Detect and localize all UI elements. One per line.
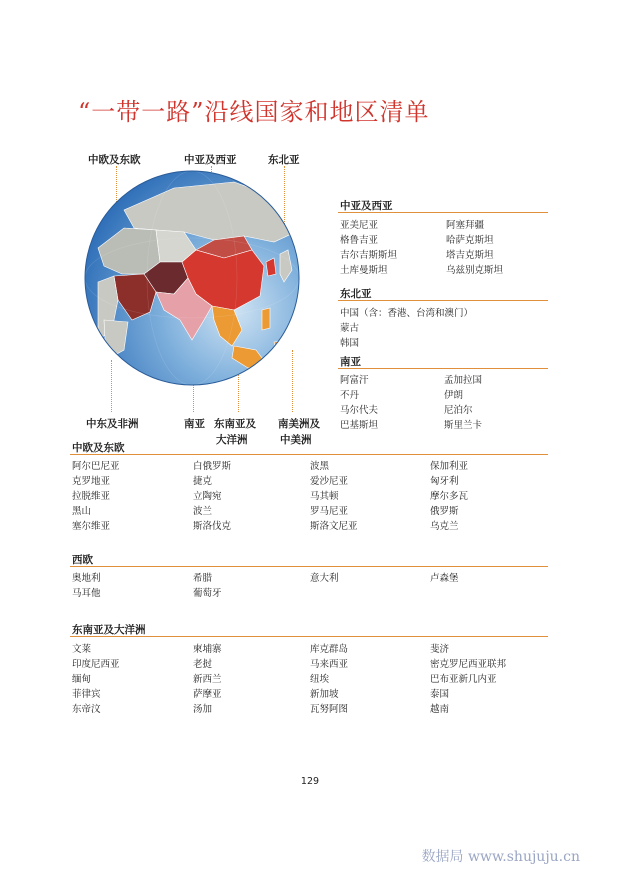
list-item: 乌克兰 [430, 521, 459, 532]
list-item: 捷克 [193, 476, 213, 487]
page-number: 129 [300, 776, 320, 787]
land-philippines [262, 308, 270, 330]
list-item: 马来西亚 [310, 659, 349, 670]
list-item: 阿尔巴尼亚 [72, 461, 120, 472]
list-item: 瓦努阿图 [310, 704, 349, 715]
section-rule [338, 368, 548, 369]
list-item: 马尔代夫 [340, 405, 379, 416]
list-item: 希腊 [193, 573, 213, 584]
list-item: 柬埔寨 [193, 644, 222, 655]
list-item: 不丹 [340, 390, 360, 401]
section-title-south-asia: 南亚 [340, 356, 361, 368]
label-middle-east-africa: 中东及非洲 [86, 418, 139, 430]
section-title-southeast-asia-oceania: 东南亚及大洋洲 [72, 624, 146, 636]
label-central-east-europe: 中欧及东欧 [88, 154, 141, 166]
section-rule [338, 300, 548, 301]
list-item: 马其顿 [310, 491, 339, 502]
label-central-west-asia: 中亚及西亚 [184, 154, 237, 166]
list-item: 摩尔多瓦 [430, 491, 469, 502]
list-item: 文莱 [72, 644, 92, 655]
list-item: 新加坡 [310, 689, 339, 700]
list-item: 斯洛伐克 [193, 521, 232, 532]
section-rule [70, 454, 548, 455]
list-item: 波兰 [193, 506, 213, 517]
list-item: 伊朗 [444, 390, 464, 401]
label-south-america-l1: 南美洲及 [278, 418, 320, 430]
section-rule [70, 636, 548, 637]
list-item: 汤加 [193, 704, 213, 715]
list-item: 孟加拉国 [444, 375, 483, 386]
list-item: 密克罗尼西亚联邦 [430, 659, 507, 670]
list-item: 白俄罗斯 [193, 461, 232, 472]
list-item: 匈牙利 [430, 476, 459, 487]
list-item: 尼泊尔 [444, 405, 473, 416]
list-item: 黑山 [72, 506, 92, 517]
list-item: 立陶宛 [193, 491, 222, 502]
label-south-asia: 南亚 [184, 418, 205, 430]
list-item: 库克群岛 [310, 644, 349, 655]
list-item: 巴布亚新几内亚 [430, 674, 497, 685]
section-title-central-west-asia: 中亚及西亚 [340, 200, 393, 212]
list-item: 蒙古 [340, 323, 360, 334]
section-title-northeast-asia: 东北亚 [340, 288, 372, 300]
label-southeast-asia-l1: 东南亚及 [214, 418, 256, 430]
list-item: 纽埃 [310, 674, 330, 685]
label-northeast-asia: 东北亚 [268, 154, 300, 166]
list-item: 亚美尼亚 [340, 220, 379, 231]
list-item: 斯洛文尼亚 [310, 521, 358, 532]
label-southeast-asia-l2: 大洋洲 [216, 434, 248, 446]
list-item: 萨摩亚 [193, 689, 222, 700]
list-item: 塔吉克斯坦 [446, 250, 494, 261]
list-item: 泰国 [430, 689, 450, 700]
section-rule [338, 212, 548, 213]
list-item: 保加利亚 [430, 461, 469, 472]
list-item: 斯里兰卡 [444, 420, 483, 431]
list-item: 意大利 [310, 573, 339, 584]
list-item: 越南 [430, 704, 450, 715]
watermark: 数据局 www.shujuju.cn [421, 849, 580, 865]
list-item: 土库曼斯坦 [340, 265, 388, 276]
list-item: 阿塞拜疆 [446, 220, 485, 231]
list-item: 拉脱维亚 [72, 491, 111, 502]
list-item: 韩国 [340, 338, 360, 349]
list-item: 俄罗斯 [430, 506, 459, 517]
list-item: 克罗地亚 [72, 476, 111, 487]
list-item: 阿富汗 [340, 375, 369, 386]
globe-map [84, 170, 300, 386]
list-item: 罗马尼亚 [310, 506, 349, 517]
list-item: 爱沙尼亚 [310, 476, 349, 487]
section-rule [70, 566, 548, 567]
list-item: 老挝 [193, 659, 213, 670]
list-item: 葡萄牙 [193, 588, 222, 599]
list-item: 巴基斯坦 [340, 420, 379, 431]
section-title-central-east-europe: 中欧及东欧 [72, 442, 125, 454]
section-title-west-europe: 西欧 [72, 554, 93, 566]
list-item: 奥地利 [72, 573, 101, 584]
list-item: 波黑 [310, 461, 330, 472]
list-item: 格鲁吉亚 [340, 235, 379, 246]
page-title: “一带一路”沿线国家和地区清单 [78, 98, 430, 126]
list-item: 乌兹别克斯坦 [446, 265, 504, 276]
list-item: 印度尼西亚 [72, 659, 120, 670]
list-item: 卢森堡 [430, 573, 459, 584]
list-item: 塞尔维亚 [72, 521, 111, 532]
list-item: 马耳他 [72, 588, 101, 599]
list-item: 菲律宾 [72, 689, 101, 700]
list-item: 缅甸 [72, 674, 92, 685]
list-item: 吉尔吉斯斯坦 [340, 250, 398, 261]
label-south-america-l2: 中美洲 [280, 434, 312, 446]
list-item: 哈萨克斯坦 [446, 235, 494, 246]
list-item: 东帝汶 [72, 704, 101, 715]
list-item: 斐济 [430, 644, 450, 655]
list-item: 新西兰 [193, 674, 222, 685]
list-item: 中国（含：香港、台湾和澳门） [340, 308, 474, 319]
